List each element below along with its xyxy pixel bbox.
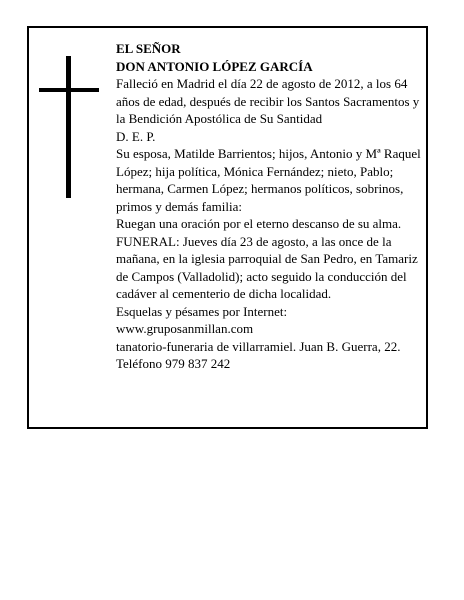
funeral-home-text: tanatorio-funeraria de villarramiel. Juan B. Guerra, 22. — [116, 338, 401, 354]
cross-vertical-bar — [66, 56, 71, 198]
dep-text: D. E. P. — [116, 128, 156, 144]
phone-text: Teléfono 979 837 242 — [116, 356, 231, 371]
death-notice-text: Falleció en Madrid el día 22 de agosto de 2012, a los 64 años de edad, después de recibir los Santos Sacramentos y la Bendición Apostólica de Su Santidad — [116, 76, 420, 126]
condolences-label: Esquelas y pésames por Internet: — [116, 303, 288, 319]
notice-text — [116, 40, 426, 373]
deceased-name: DON ANTONIO LÓPEZ GARCÍA — [116, 58, 313, 74]
website-link[interactable]: www.gruposanmillan.com — [116, 321, 254, 336]
funeral-text: FUNERAL: Jueves día 23 de agosto, a las once de la mañana, en la iglesia parroquial de San Pedro, en Tamariz de Campos (Valladolid); acto seguido la conducción del cadáver al cementerio de dicha localidad. — [116, 233, 418, 301]
prayer-text: Ruegan una oración por el eterno descanso de su alma. — [116, 216, 402, 231]
cross-horizontal-bar — [39, 88, 99, 92]
obituary-notice — [27, 26, 428, 429]
heading-title: EL SEÑOR — [116, 41, 181, 56]
family-text: Su esposa, Matilde Barrientos; hijos, Antonio y Mª Raquel López; hija política, Mónica Fernández; nieto, Pablo; hermana, Carmen López; hermanos políticos, sobrinos, primos y demás familia: — [116, 146, 421, 214]
cross-icon — [39, 56, 99, 198]
